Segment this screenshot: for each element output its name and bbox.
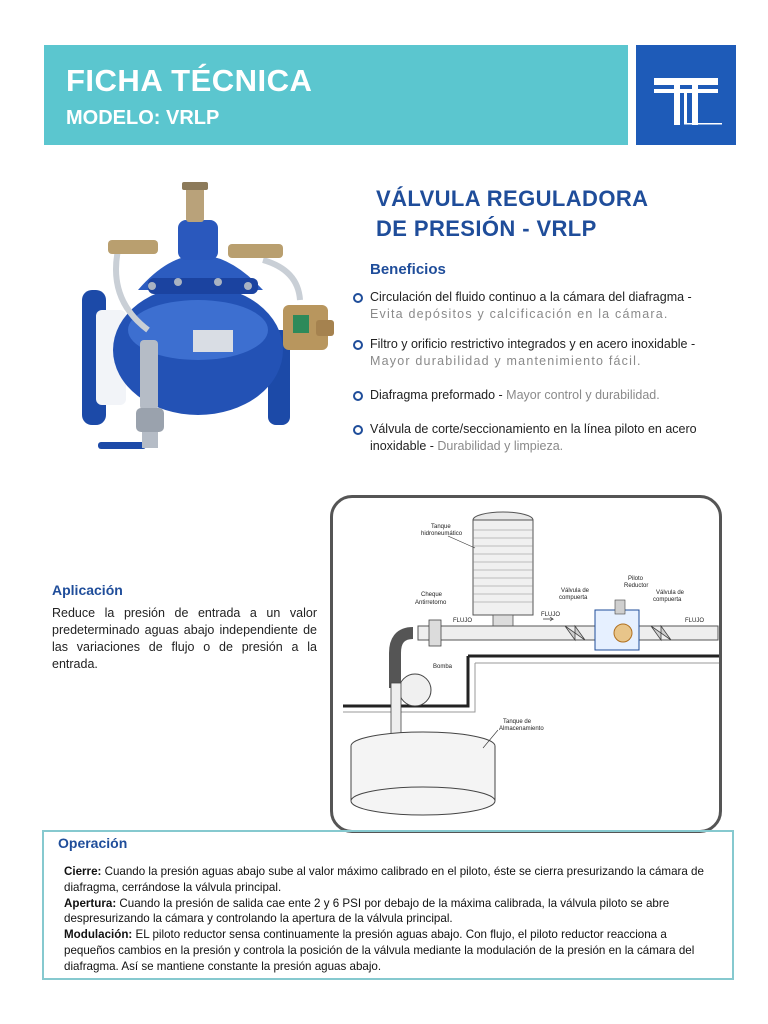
application-heading: Aplicación	[52, 582, 123, 598]
benefit-sub: Mayor durabilidad y mantenimiento fácil.	[370, 354, 642, 368]
label-pilot-2: Reductor	[624, 583, 649, 589]
label-storage-2: Almacenamiento	[499, 726, 544, 732]
operation-body: Cuando la presión de salida cae ente 2 y 6 PSI por debajo de la máxima calibrada, la válvula piloto se abre despresurizando la cámara y controlando la apertura de la válvula principal.	[64, 896, 670, 926]
model-label: MODELO: VRLP	[66, 107, 220, 129]
operation-paragraph	[64, 927, 719, 974]
benefit-sub: Mayor control y durabilidad.	[506, 388, 660, 402]
document-title: FICHA TÉCNICA	[66, 63, 313, 98]
benefits-heading: Beneficios	[370, 261, 446, 278]
bullet-icon	[353, 340, 363, 350]
operation-body: EL piloto reductor sensa continuamente la presión aguas abajo. Con flujo, el piloto reductor reacciona a pequeños cambios en la presión y controla la posición de la válvula mediante la modulación de la presión en la cámara del diafragma. Así se mantiene constante la presión aguas abajo.	[64, 928, 695, 973]
label-gate-2b: compuerta	[653, 597, 682, 603]
benefit-item	[353, 421, 713, 455]
brand-logo-icon	[636, 45, 736, 145]
label-pilot: Piloto	[628, 576, 644, 582]
label-flow-3: FLUJO	[685, 618, 705, 624]
benefit-item	[353, 289, 713, 323]
operation-label: Cierre:	[64, 865, 102, 878]
application-text: Reduce la presión de entrada a un valor predeterminado aguas abajo independiente de las variaciones de flujo o de presión a la entrada.	[52, 606, 317, 671]
benefit-main: Filtro y orificio restrictivo integrados y en acero inoxidable -	[370, 337, 696, 351]
bullet-icon	[353, 425, 363, 435]
operation-paragraph	[64, 864, 719, 896]
operation-paragraph	[64, 896, 719, 928]
operation-label: Apertura:	[64, 896, 117, 910]
installation-diagram-drawing	[333, 498, 719, 830]
label-tank: Tanque	[431, 524, 451, 530]
operation-heading: Operación	[58, 835, 128, 851]
brand-logo	[636, 45, 736, 145]
benefit-main: Diafragma preformado -	[370, 388, 507, 402]
benefit-item	[353, 336, 713, 370]
installation-diagram	[330, 495, 722, 833]
label-flow-1: FLUJO	[453, 618, 473, 624]
operation-box	[42, 830, 734, 980]
valve-product-image	[78, 180, 348, 460]
operation-text	[64, 864, 719, 975]
benefit-item	[353, 387, 713, 404]
label-check-2: Antirretorno	[415, 600, 447, 606]
bullet-icon	[353, 293, 363, 303]
product-title-line-1: VÁLVULA REGULADORA	[376, 186, 649, 211]
label-storage: Tanque de	[503, 719, 532, 725]
product-title-line-2: DE PRESIÓN - VRLP	[376, 216, 597, 241]
operation-body: Cuando la presión aguas abajo sube al valor máximo calibrado en el piloto, éste se cierra presurizando la cámara de diafragma, cerrándose la válvula principal.	[64, 865, 704, 894]
benefit-main: Válvula de corte/seccionamiento en la línea piloto en acero inoxidable -	[370, 422, 697, 453]
label-gate-1b: compuerta	[559, 595, 588, 601]
operation-label: Modulación:	[64, 928, 133, 942]
label-check: Cheque	[421, 592, 443, 598]
label-pump: Bomba	[433, 664, 453, 670]
benefit-sub: Evita depósitos y calcificación en la cámara.	[370, 307, 669, 321]
benefit-sub: Durabilidad y limpieza.	[437, 439, 564, 453]
label-gate-1: Válvula de	[561, 588, 590, 594]
bullet-icon	[353, 391, 363, 401]
label-flow-2: FLUJO	[541, 612, 561, 618]
label-tank-2: hidroneumático	[421, 531, 463, 537]
header-banner	[44, 45, 628, 145]
label-gate-2: Válvula de	[656, 590, 685, 596]
benefit-main: Circulación del fluido continuo a la cámara del diafragma -	[370, 290, 692, 304]
